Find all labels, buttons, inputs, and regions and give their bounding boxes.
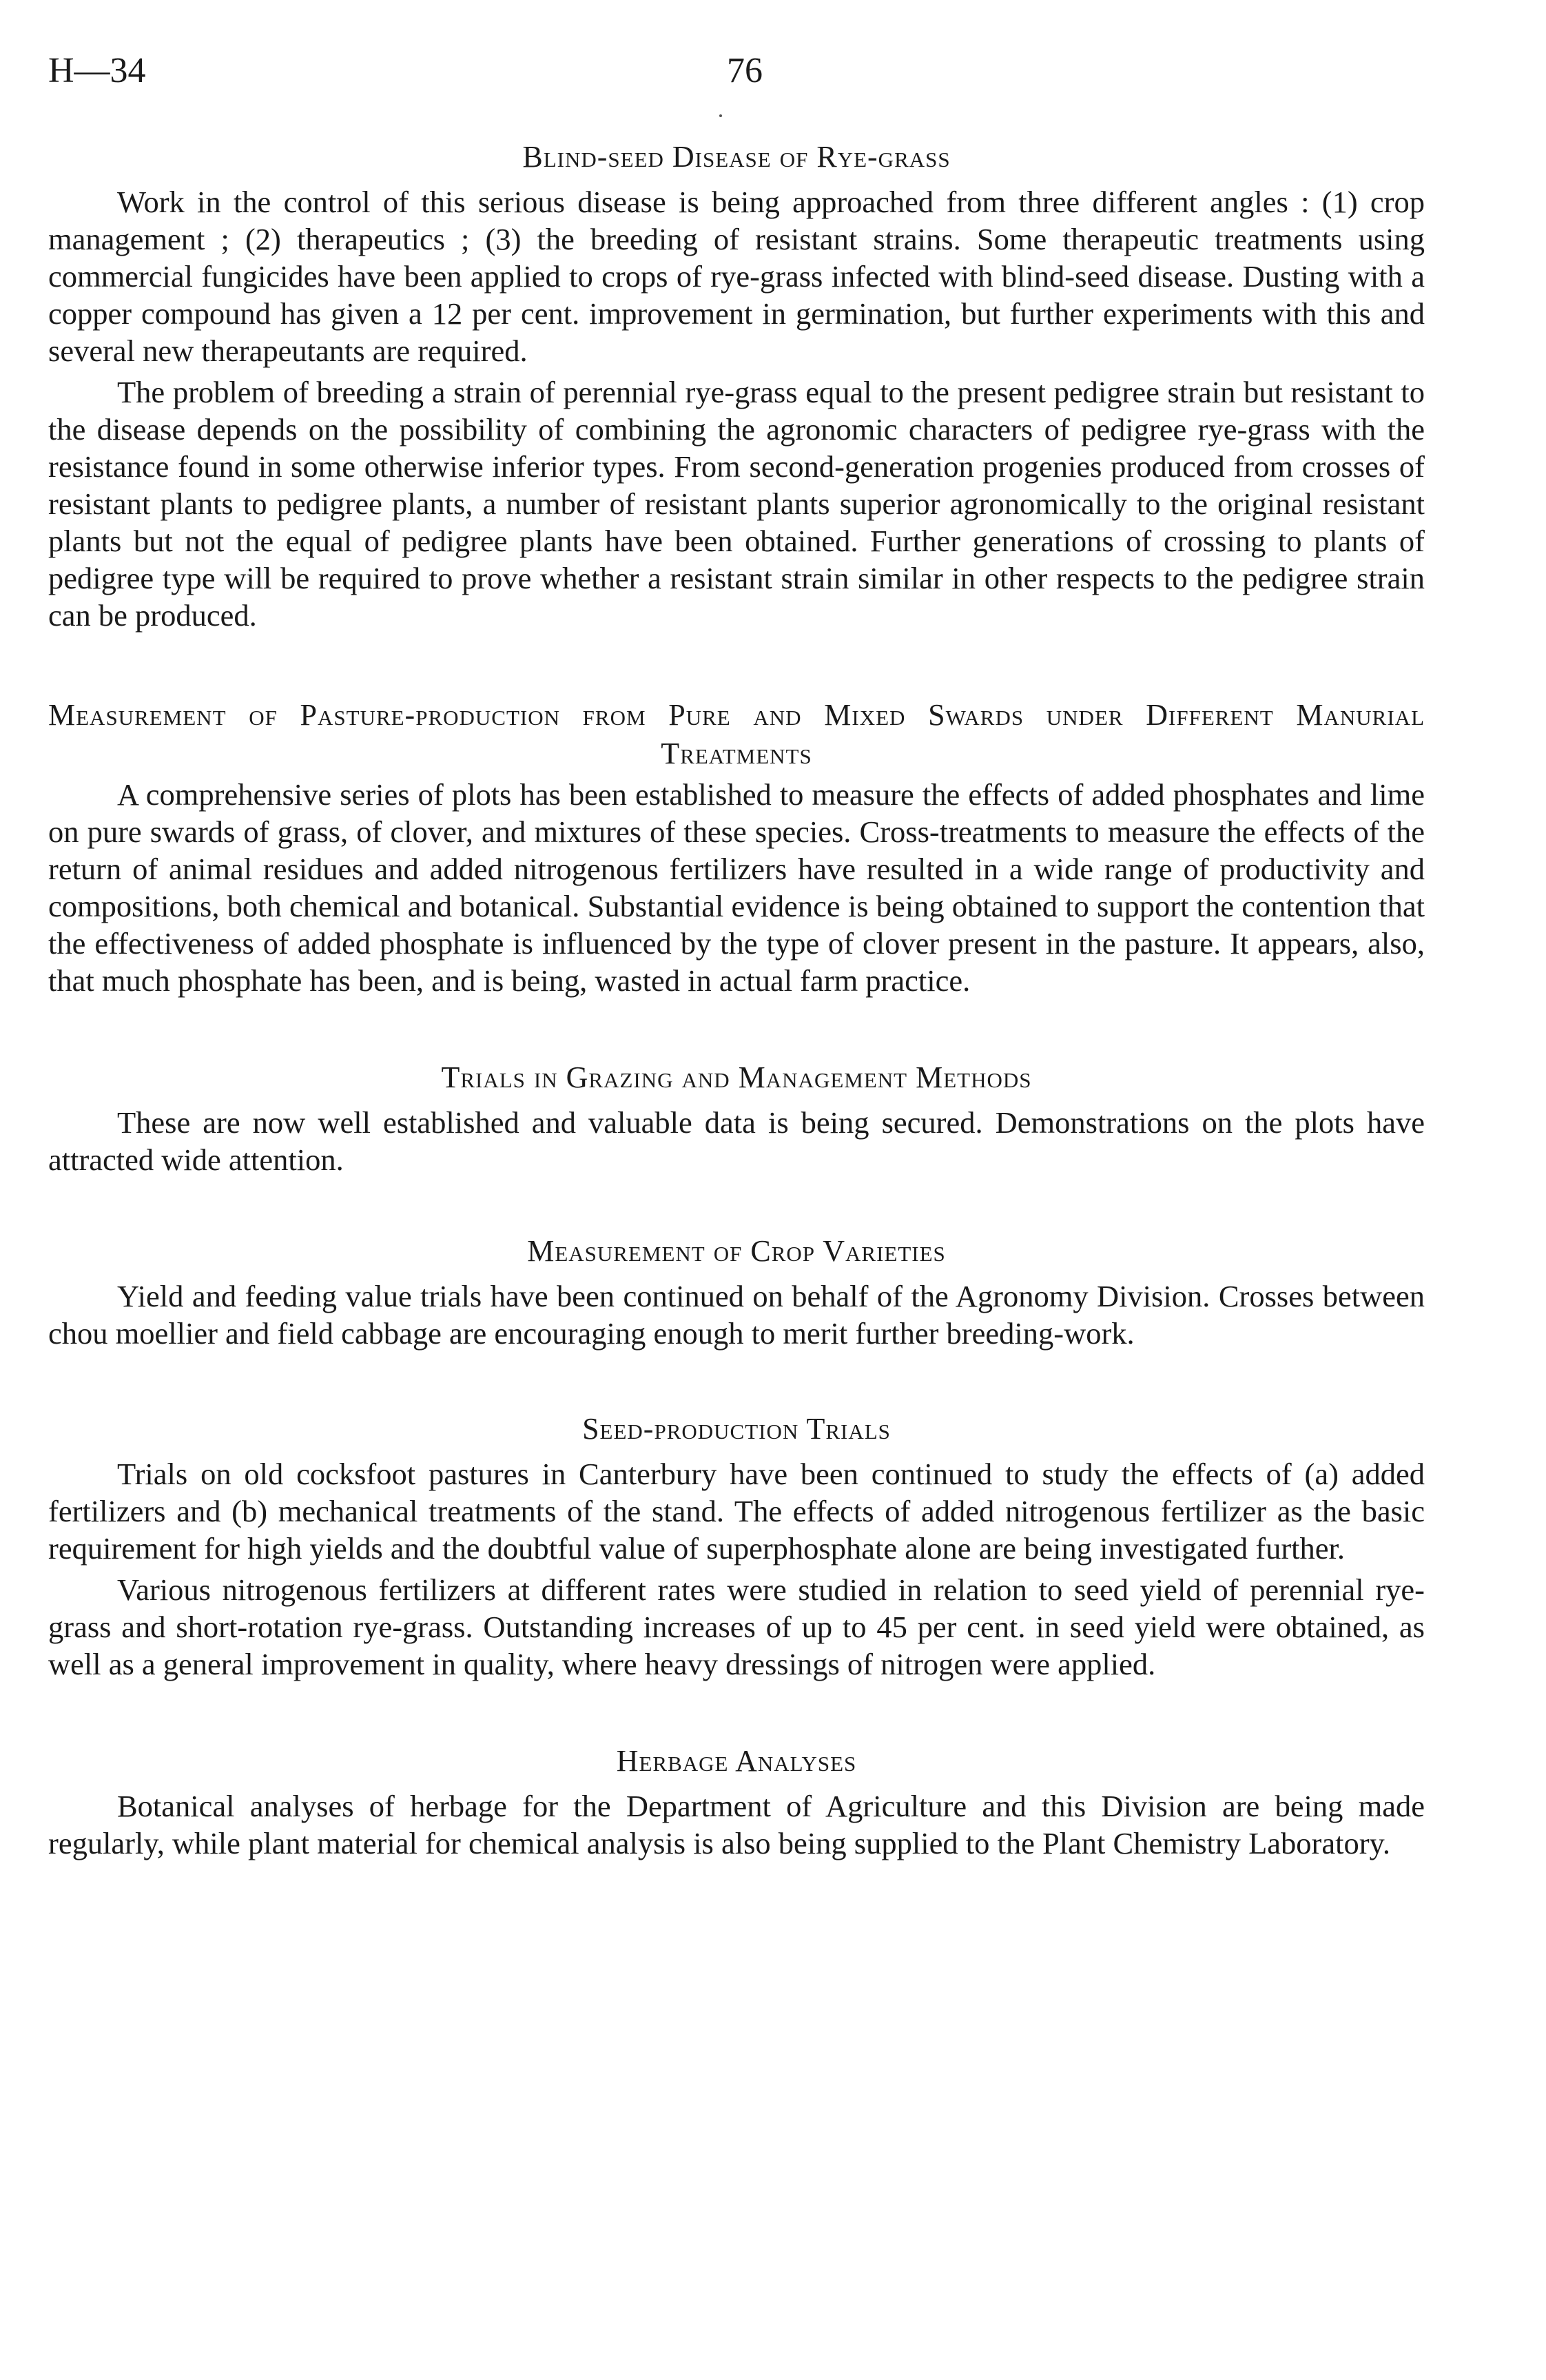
section-heading: Blind-seed Disease of Rye-grass [522, 140, 951, 174]
print-dot-mark [719, 114, 722, 117]
section-blind-seed-disease [48, 138, 1425, 634]
section-heading: Herbage Analyses [616, 1744, 857, 1778]
paragraph: Botanical analyses of herbage for the Department of Agriculture and this Division are being made regularly, while plant material for chemical analysis is also being supplied to the Plant Chemistry Laboratory. [48, 1789, 1425, 1860]
section-heading: Seed-production Trials [582, 1412, 891, 1446]
section-crop-varieties [48, 1232, 1425, 1352]
paragraph: A comprehensive series of plots has been established to measure the effects of added phosphates and lime on pure swards of grass, of clover, and mixtures of these species. Cross-treatments to measure the effects of the return of animal residues and added nitrogenous fertilizers have resulted in a wide range of productivity and compositions, both chemical and botanical. Substantial evidence is being obtained to support the contention that the effectiveness of added phosphate is influenced by the type of clover present in the pasture. It appears, also, that much phosphate has been, and is being, wasted in actual farm practice. [48, 777, 1425, 998]
paragraph: These are now well established and valuable data is being secured. Demonstrations on the plots have attracted wide attention. [48, 1105, 1425, 1177]
page-content [48, 138, 1425, 1862]
section-herbage-analyses [48, 1742, 1425, 1862]
page-number: 76 [727, 51, 763, 90]
document-reference: H—34 [48, 51, 146, 90]
section-grazing-trials [48, 1058, 1425, 1178]
section-heading: Measurement of Pasture-production from Pure and Mixed Swards under Different Manurial Treatments [48, 698, 1425, 770]
running-head [48, 47, 1429, 95]
section-heading: Trials in Grazing and Management Methods [441, 1060, 1032, 1094]
paragraph: Work in the control of this serious disease is being approached from three different angles : (1) crop management ; (2) therapeutics ; (3) the breeding of resistant strains. Some therapeutic treatments using commercial fungicides have been applied to crops of rye-grass infected with blind-seed disease. Dusting with a copper compound has given a 12 per cent. improvement in germination, but further experiments with this and several new therapeutants are required. [48, 185, 1425, 368]
section-pasture-production [48, 696, 1425, 999]
section-heading: Measurement of Crop Varieties [527, 1234, 946, 1268]
paragraph: Yield and feeding value trials have been continued on behalf of the Agronomy Division. Crosses between chou moellier and field cabbage are encouraging enough to merit further breeding-work. [48, 1279, 1425, 1351]
paragraph: The problem of breeding a strain of perennial rye-grass equal to the present pedigree strain but resistant to the disease depends on the possibility of combining the agronomic characters of pedigree rye-grass with the resistance found in some otherwise inferior types. From second-generation progenies produced from crosses of resistant plants to pedigree plants, a number of resistant plants superior agronomically to the original resistant plants but not the equal of pedigree plants have been obtained. Further generations of crossing to plants of pedigree type will be required to prove whether a resistant strain similar in other respects to the pedigree strain can be produced. [48, 375, 1425, 633]
paragraph: Various nitrogenous fertilizers at different rates were studied in relation to seed yield of perennial rye-grass and short-rotation rye-grass. Outstanding increases of up to 45 per cent. in seed yield were obtained, as well as a general improvement in quality, where heavy dressings of nitrogen were applied. [48, 1572, 1425, 1681]
section-seed-production [48, 1410, 1425, 1683]
paragraph: Trials on old cocksfoot pastures in Canterbury have been continued to study the effects of (a) added fertilizers and (b) mechanical treatments of the stand. The effects of added nitrogenous fertilizer as the basic requirement for high yields and the doubtful value of superphosphate alone are being investigated further. [48, 1457, 1425, 1566]
